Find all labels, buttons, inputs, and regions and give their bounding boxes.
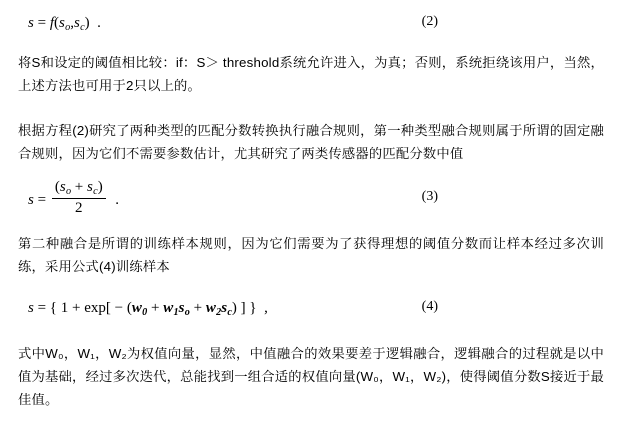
equation-2-expression: $s = f(s_o,s_c)$ . <box>28 15 101 33</box>
equation-4-row <box>28 299 622 325</box>
paragraph-threshold-comparison: 将S和设定的阈值相比较：if：S＞ threshold系统允许进入，为真；否则，系统拒绕该用户，当然，上述方法也可用于2只以上的。 <box>18 55 604 93</box>
equation-2-number: (2) <box>421 14 438 29</box>
equation-4-expression: s = { $1 + \exp[ - (w_0 + w_1s_o + w_2s_c)$ ] } , <box>28 300 268 318</box>
equation-3-number: (3) <box>421 189 438 205</box>
paragraph-fusion-rules: 根据方程(2)研究了两种类型的匹配分数转换执行融合规则，第一种类型融合规则属于所谓的固定融合规则，因为它们不需要参数估计，尤其研究了两类传感器的匹配分数中值 <box>18 122 604 161</box>
document-page <box>0 14 622 434</box>
equation-3-row <box>28 179 622 219</box>
equation-3-expression: s = $\frac{(s_o + s_c)}{2}$ . <box>28 179 119 217</box>
equation-2-row <box>28 14 622 38</box>
paragraph-weight-vectors: 式中W₀，W₁，W₂为权值向量，显然，中值融合的效果要差于逻辑融合，逻辑融合的过程就是以中值为基础，经过多次迭代，总能找到一组合适的权值向量(W₀，W₁，W₂)，使得阈值分数S接近于最佳值。 <box>18 346 604 407</box>
paragraph-training-sample-rule: 第二种融合是所谓的训练样本规则，因为它们需要为了获得理想的阈值分数而让样本经过多次训练，采用公式(4)训练样本 <box>18 236 604 275</box>
equation-4-number: (4) <box>421 299 438 315</box>
